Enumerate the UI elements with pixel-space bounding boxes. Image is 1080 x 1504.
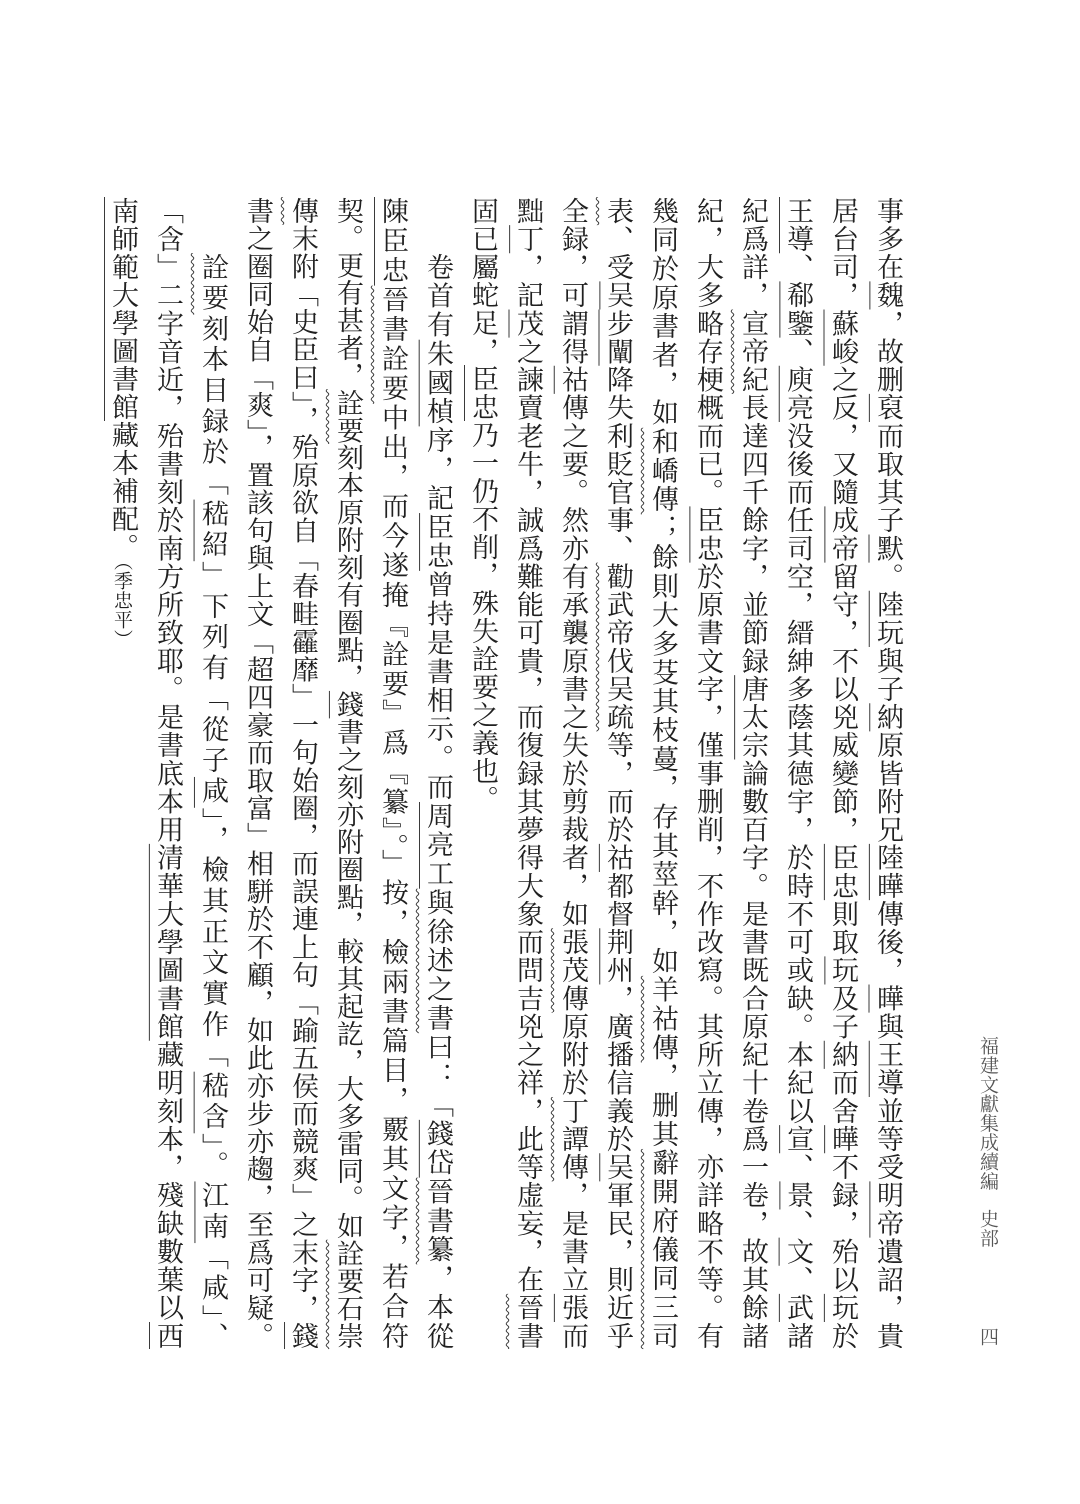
running-header	[977, 1036, 999, 1248]
text-run: 及子	[827, 984, 858, 1041]
proper-name-mark: 錢岱	[422, 1119, 453, 1178]
text-run: 曰：「	[422, 1033, 453, 1120]
proper-name-mark: 納	[872, 703, 903, 732]
text-run: 等，而於	[602, 731, 633, 844]
proper-name-mark: 曄	[872, 984, 903, 1013]
text-column	[730, 197, 775, 1349]
proper-name-mark: 咸	[197, 776, 228, 808]
proper-name-mark: 張	[557, 1293, 588, 1322]
text-run: 固已屬蛇足，	[467, 197, 498, 365]
text-run: 原附於	[557, 1012, 588, 1097]
proper-name-mark: 臣忠	[692, 506, 723, 563]
text-run: 諸	[782, 1322, 813, 1349]
text-run: ，删其	[647, 1062, 678, 1149]
proper-name-mark: 玩	[827, 956, 858, 985]
text-column	[235, 197, 280, 1349]
text-column	[145, 197, 190, 1349]
text-column	[550, 197, 595, 1349]
proper-name-mark: 魏	[872, 281, 903, 310]
proper-name-mark: 吴	[602, 1153, 633, 1182]
text-run: 刻本目録於「	[197, 314, 228, 500]
text-column	[820, 197, 865, 1349]
text-run: 序，記	[422, 426, 453, 514]
text-run: 「含」二字音近，殆書刻於南方所致耶。是書底本用	[152, 197, 183, 844]
text-run: 於	[827, 1322, 858, 1349]
proper-name-mark: 江南	[197, 1181, 228, 1244]
proper-name-mark: 西	[152, 1322, 183, 1349]
text-run: 而取其子	[872, 422, 903, 535]
book-title-mark: 詮要	[332, 1239, 363, 1295]
text-run: 紀爲詳，	[737, 197, 768, 310]
text-column-paragraph-end	[460, 197, 505, 1349]
text-run: 書之圈同始自「爽」，置該句與上文「超四豪而取富」相駢於不顧，如此亦步亦趨，至爲可疑。	[242, 197, 273, 1349]
text-run: 、受	[602, 225, 633, 282]
text-run: 而舍	[827, 1068, 858, 1126]
text-run: ，廣播信義於	[602, 984, 633, 1154]
text-column-paragraph-end	[100, 197, 145, 1349]
text-run: 而	[557, 1322, 588, 1349]
text-run: 、	[782, 1209, 813, 1238]
text-body	[100, 197, 910, 1349]
text-column	[775, 197, 820, 1349]
proper-name-mark: 默	[872, 534, 903, 563]
proper-name-mark: 周亮工	[422, 802, 453, 889]
book-title-mark: 張茂傳	[557, 928, 588, 1013]
proper-name-mark: 嵇含	[197, 1071, 228, 1134]
text-run: 黜	[512, 197, 543, 226]
text-column-paragraph-start	[415, 197, 460, 1349]
text-column	[595, 197, 640, 1349]
text-run: 、	[782, 1265, 813, 1294]
text-run: 軍民，則近乎	[602, 1181, 633, 1349]
proper-name-mark: 王導	[782, 197, 813, 254]
text-run: 」，檢其正文實作「	[197, 807, 228, 1072]
text-run: 」。	[197, 1133, 228, 1182]
book-title-mark: 詮要	[332, 389, 363, 444]
proper-name-mark: 陸玩	[872, 590, 903, 647]
proper-name-mark: 陳臣忠	[377, 197, 408, 286]
text-run: 與子	[872, 647, 903, 704]
text-column	[280, 197, 325, 1349]
text-column	[370, 197, 415, 1349]
text-run: 曾持是書相示。而	[422, 570, 453, 802]
text-run: 、	[782, 337, 813, 366]
proper-name-mark: 荆州	[602, 928, 633, 985]
proper-name-mark: 吴	[602, 281, 633, 310]
text-run: 降失利貶官事、	[602, 365, 633, 563]
text-run: ，本從	[422, 1264, 453, 1350]
text-run: 都督	[602, 872, 633, 929]
text-column	[640, 197, 685, 1349]
book-title-mark: 晉書	[512, 1293, 543, 1349]
text-run: 紀，大多略存梗概而已。	[692, 197, 723, 507]
proper-name-mark: 蘇峻	[827, 309, 858, 366]
proper-name-mark: 文	[782, 1237, 813, 1266]
proper-name-mark: 成帝	[827, 506, 858, 563]
proper-name-mark: 祜	[602, 843, 633, 872]
text-column	[865, 197, 910, 1349]
proper-name-mark: 納	[827, 1040, 858, 1069]
proper-name-mark: 郗鑒	[782, 281, 813, 338]
series-title: 福建文獻集成續編	[977, 1036, 999, 1191]
proper-name-mark: 南師範大學圖書館	[107, 197, 138, 421]
proper-name-mark: 錢	[287, 1322, 318, 1350]
text-run: 傳後，	[872, 900, 903, 985]
book-title-mark: 辭開府儀同三司	[647, 1148, 678, 1350]
book-title-mark: 羊祜傳	[647, 975, 678, 1063]
text-run: 卷首有	[422, 253, 453, 340]
text-run: ，故删	[872, 309, 903, 394]
proper-name-mark: 曄	[827, 1125, 858, 1154]
book-title-mark: 晉書詮要	[377, 285, 408, 404]
text-run: 之諫賣老牛，誠爲難能可貴，而復録其夢得大象而問吉兇之祥，此等虚妄，在	[512, 337, 543, 1294]
proper-name-mark: 朱國楨	[422, 339, 453, 427]
proper-name-mark: 庾亮	[782, 365, 813, 422]
text-run: 傳之要。然亦有承襲原書之失於剪裁者，如	[557, 393, 588, 929]
proper-name-mark: 嵇紹	[197, 499, 228, 562]
text-run: 居台司，	[827, 197, 858, 310]
text-column	[325, 197, 370, 1349]
text-run: 、	[782, 1153, 813, 1182]
text-run: 原皆附兄	[872, 731, 903, 844]
book-title-mark: 詮要	[197, 253, 228, 315]
proper-name-mark: 唐太宗	[737, 675, 768, 760]
text-run: 長達四千餘字，並節録	[737, 393, 768, 676]
proper-name-mark: 臣忠	[467, 365, 498, 421]
text-run: 與	[872, 1012, 903, 1041]
book-title-mark: 丁譚傳	[557, 1097, 588, 1182]
proper-name-mark: 步闡	[602, 309, 633, 366]
text-run: 。	[872, 562, 903, 591]
book-title-mark: 勸武帝伐吴疏	[602, 562, 633, 732]
text-run: 則取	[827, 900, 858, 957]
page-number: 四	[977, 1327, 999, 1346]
text-run: 、	[782, 253, 813, 282]
text-run: 藏明刻本，殘缺數葉以	[152, 1040, 183, 1322]
section-title: 史部	[977, 1209, 999, 1249]
proper-name-mark: 宣	[782, 1125, 813, 1154]
proper-name-mark: 臣忠	[422, 513, 453, 571]
book-title-mark: 與徐述之書	[422, 888, 453, 1034]
text-run: 遺詔，貴	[872, 1237, 903, 1349]
text-run: 留守，不以兇威變節，	[827, 562, 858, 844]
proper-name-mark: 清華大學圖書館	[152, 843, 183, 1041]
proper-name-mark: 茂	[512, 309, 543, 338]
text-column	[685, 197, 730, 1349]
text-run: 乃一仍不削，殊失詮要之義也。	[467, 421, 498, 813]
text-run: ，是書立	[557, 1181, 588, 1294]
text-run: 幾同於原書者，如	[647, 197, 678, 428]
proper-name-mark: 丁	[512, 225, 543, 254]
text-run: 全録，可謂得	[557, 197, 588, 366]
text-run: 並等受	[872, 1097, 903, 1182]
book-title-mark: 石崇	[332, 1294, 363, 1350]
proper-name-mark: 王導	[872, 1040, 903, 1097]
text-run: 不録，殆以	[827, 1153, 858, 1294]
text-run: 契。更有甚者，	[332, 197, 363, 390]
text-run: 事多在	[872, 197, 903, 282]
proper-name-mark: 臣忠	[827, 843, 858, 901]
proper-name-mark: 錢	[332, 690, 363, 719]
text-run: 論數百字。是書既合原紀十卷爲一卷，故其餘諸	[737, 759, 768, 1349]
proper-name-mark: 玩	[827, 1293, 858, 1322]
text-run: 於原書文字，僅事删削，不作改寫。其所立傳，亦詳略不等。有	[692, 562, 723, 1349]
text-run: 中出，而今遂掩『詮要』爲『纂』。」按，檢兩書篇目，覈其文字，若合符	[377, 403, 408, 1350]
proper-name-mark: 陸曄	[872, 843, 903, 901]
author-attribution: （季忠平）	[111, 561, 133, 649]
text-run: 之反，又隨	[827, 365, 858, 507]
book-title-mark: 宣帝紀	[737, 309, 768, 394]
text-run: 没後而任司空，縉紳多蔭其德宇，於時不可或缺。本紀以	[782, 422, 813, 1126]
text-run: 刻本原附刻有圈點，	[332, 443, 363, 691]
proper-name-mark: 祜	[557, 365, 588, 394]
text-run: ；餘則大多芟其枝蔓，存其莖幹，如	[647, 514, 678, 976]
text-column	[505, 197, 550, 1349]
text-run: 書之刻亦附圈點，較其起訖，大多雷同。如	[332, 718, 363, 1240]
text-column-paragraph-start	[190, 197, 235, 1349]
text-run: 」下列有「從子	[197, 561, 228, 777]
proper-name-mark: 景	[782, 1181, 813, 1210]
proper-name-mark: 裒	[872, 393, 903, 422]
text-run: ，記	[512, 253, 543, 310]
book-title-mark: 表	[602, 197, 633, 226]
text-run: 「咸」、	[197, 1243, 228, 1350]
book-title-mark: 傳	[287, 197, 318, 225]
proper-name-mark: 明帝	[872, 1181, 903, 1238]
text-run: 末附「史臣曰」，殆原欲自「春畦靃靡」一句始圈，而誤連上句「踰五侯而競爽」之末字，	[287, 224, 318, 1323]
text-run: 藏本補配。	[107, 421, 138, 561]
book-title-mark: 晉書纂	[422, 1177, 453, 1265]
book-title-mark: 和嶠傳	[647, 427, 678, 515]
proper-name-mark: 武	[782, 1293, 813, 1322]
